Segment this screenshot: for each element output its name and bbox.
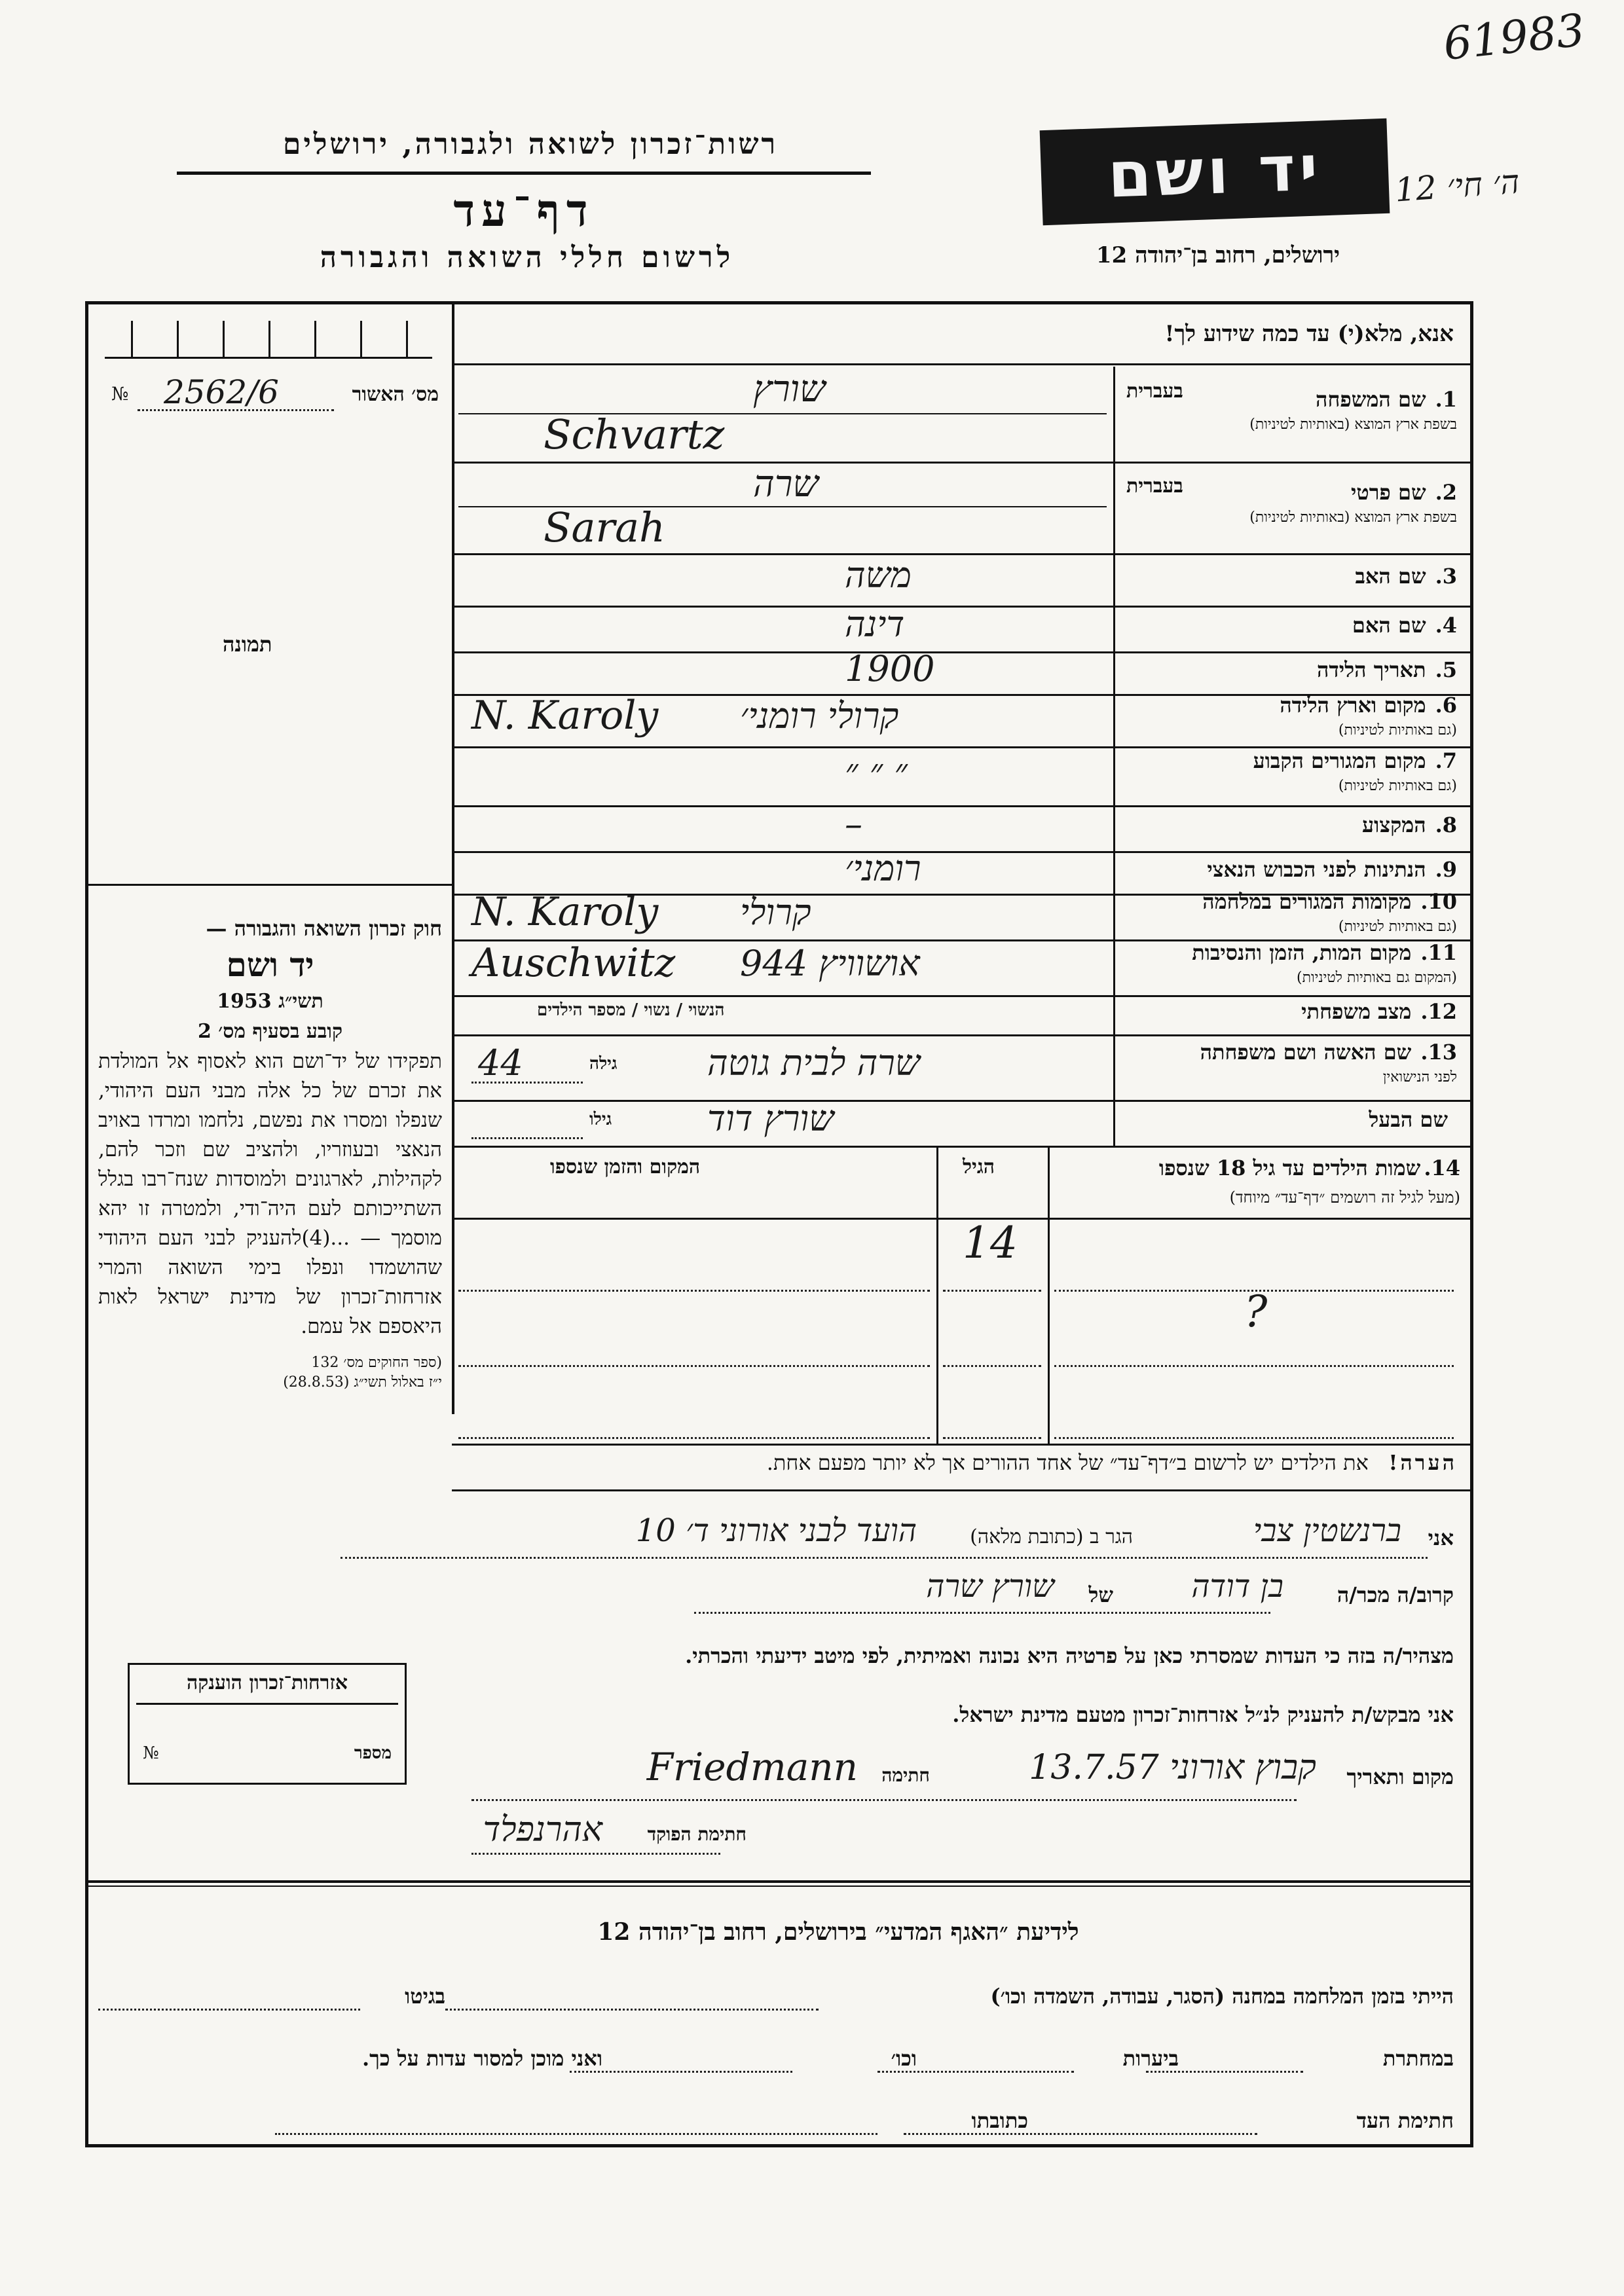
officer-label: חתימת הפוקד — [647, 1823, 747, 1845]
field-value-hebrew: שורץ — [753, 368, 826, 410]
field-sublabel: (גם באותיות לטיניות) — [1338, 919, 1457, 935]
law-text: תפקידו של יד־ושם הוא לאסוף אל המולדת את זכרם של כל אלה מבני העם היהודי, שנפלו ומסרו את נפשם, נלחמו ומרדו באויב הנאצי ובעוזריו, ולהציב שם וזכר להם, לקהילות, לארגונים ולמוסדות שנח־רבו בגלל השתייכותם לעם היה־ודי, ולמטרה זו יהא מוסמך — ...(4)להעניק לבני העם היהודי שהושמדו ונפלו בימי השואה והמרי אזרחות־זכרון של מדינת ישראל לאות היאספם אל עמם. — [98, 1049, 442, 1338]
field-value-latin: N. Karoly — [471, 889, 659, 935]
law-top-divider — [85, 884, 452, 886]
field-value: 1900 — [845, 647, 935, 689]
field-label — [1301, 999, 1457, 1024]
children-col-age: הגיל — [963, 1156, 995, 1178]
field-value: משה — [845, 555, 912, 596]
field-age-value: 44 — [478, 1042, 523, 1084]
children-age-right — [1048, 1146, 1050, 1444]
field-number: 3. — [1435, 564, 1457, 589]
field-label — [1317, 657, 1457, 682]
field-value: שרה לבית גוטה — [707, 1042, 921, 1084]
footer-line-2: במחתרת ביערות וכו׳ ואני מוכן למסור עדות על כך. — [361, 2046, 1454, 2071]
field-label-text: מקום המות, הזמן והנסיבות — [1192, 939, 1412, 965]
footer-rule-3a — [904, 2133, 1257, 2135]
declaration-line-2 — [668, 1568, 1454, 1614]
child-age-rule — [943, 1290, 1041, 1292]
child-place-rule — [458, 1437, 930, 1439]
declaration-request: אני מבקש/ת להעניק לנ״ל אזרחות־זכרון מטעם מדינת ישראל. — [952, 1702, 1454, 1727]
field-value: שורץ דוד — [707, 1098, 834, 1139]
field-label-text: שם האב — [1355, 564, 1426, 589]
field-label — [1369, 1107, 1457, 1132]
field-label — [1253, 748, 1457, 773]
field-label — [1362, 812, 1457, 837]
address-line: ירושלים, רחוב בן־יהודה 12 — [1096, 242, 1340, 268]
intro-divider — [452, 363, 1470, 365]
field-number: 11. — [1420, 939, 1457, 965]
child-age-rule — [943, 1437, 1041, 1439]
field-sublabel: בשפת ארץ המוצא (באותיות לטיניות) — [1249, 509, 1457, 526]
footer-rule-1 — [98, 2009, 360, 2011]
field-label-text: מקום וארץ הלידה — [1280, 693, 1426, 718]
footer-rule-1b — [445, 2009, 819, 2011]
field-hebrew-tag: בעברית — [1126, 475, 1183, 498]
field-value: דינה — [845, 604, 905, 645]
field-sublabel: (גם באותיות לטיניות) — [1338, 778, 1457, 794]
registration-number-row — [98, 373, 445, 416]
field-label — [1352, 613, 1457, 638]
children-age-left — [936, 1146, 938, 1444]
child-age-rule — [943, 1365, 1041, 1367]
field-label-text: הנתינות לפני הכבוש הנאצי — [1207, 856, 1426, 882]
children-header-bottom — [452, 1218, 1470, 1220]
registration-number-label: מס׳ האשור — [352, 383, 439, 406]
field-sublabel: (המקום גם באותיות לטיניות) — [1297, 969, 1457, 986]
child-name-rule — [1054, 1365, 1454, 1367]
field-label-text: מצב משפחתי — [1301, 999, 1412, 1024]
field-row-rule — [452, 1100, 1470, 1102]
field-row-rule — [452, 462, 1470, 464]
officer-row — [354, 1810, 747, 1863]
children-subtitle: (מעל לגיל זה רושמים ״דף־עד״ מיוחד) — [1229, 1188, 1460, 1207]
field-label-text: שם פרטי — [1350, 480, 1426, 505]
footer-line-3: חתימת העד כתובתו — [971, 2108, 1454, 2133]
field-value: ״ ״ ״ — [845, 751, 908, 792]
child-name: ? — [1244, 1286, 1268, 1337]
photo-label: תמונה — [223, 632, 272, 657]
field-number: 6. — [1435, 693, 1457, 718]
field-value: – — [845, 803, 862, 845]
field-label-text: שם הבעל — [1369, 1107, 1448, 1132]
law-source: (ספר החוקים מס׳ 132 — [311, 1355, 442, 1371]
child-age: 14 — [963, 1218, 1018, 1268]
field-number: 8. — [1435, 812, 1457, 837]
stamp-title: אזרחות־זכרון הוענקה — [186, 1671, 348, 1694]
field-age-rule — [471, 1082, 583, 1084]
field-label-text: המקצוע — [1362, 812, 1426, 837]
field-label — [1192, 940, 1457, 965]
children-col-place: המקום והזמן שנספו — [550, 1156, 701, 1178]
field-number: 2. — [1435, 480, 1457, 505]
intro-instruction: אנא, מלא(י) עד כמה שידוע לך! — [1164, 321, 1454, 347]
field-number: 13. — [1420, 1040, 1457, 1065]
child-place-rule — [458, 1290, 930, 1292]
law-title: חוק זכרון השואה והגבורה — — [206, 916, 442, 941]
field-age-label: גילה — [589, 1054, 618, 1074]
declaration-statement: מצהיר/ה בזה כי העדות שמסרתי כאן על פרטיה היא נכונה ואמיתית, לפי מיטב ידיעתי והכרתי. — [685, 1643, 1454, 1668]
footer-rule-2b — [877, 2071, 1074, 2073]
field-label — [1202, 889, 1457, 914]
children-title: 14. שמות הילדים עד גיל 18 שנספו — [1158, 1156, 1460, 1180]
note-text: את הילדים יש לרשום ב״דף־עד״ של אחד ההורים אך לא יותר מפעם אחת. — [766, 1450, 1369, 1475]
place-date-rule — [471, 1799, 1297, 1801]
field-number: 5. — [1435, 657, 1457, 682]
footer-rule-2a — [1146, 2071, 1303, 2073]
field-hebrew-tag: בעברית — [1126, 380, 1183, 403]
field-age-rule — [471, 1137, 583, 1139]
child-name-rule — [1054, 1437, 1454, 1439]
field-label-text: תאריך הלידה — [1317, 657, 1426, 682]
field-value-latin: Sarah — [544, 503, 665, 551]
field-value-latin: Schvartz — [544, 410, 725, 458]
field-label — [1280, 693, 1457, 718]
citizenship-stamp-box — [128, 1663, 407, 1785]
field-value-latin: Auschwitz — [471, 939, 676, 986]
decl-line-1-rule — [341, 1557, 1428, 1559]
children-top — [452, 1146, 1470, 1148]
field-age-label: גילו — [589, 1110, 612, 1129]
field-number: 4. — [1435, 613, 1457, 638]
registration-ticks — [105, 321, 432, 359]
left-column-divider — [452, 301, 454, 1414]
field-row-rule — [452, 1034, 1470, 1036]
declaration-line-1 — [262, 1512, 1454, 1558]
officer-signature: אהרנפלד — [483, 1810, 602, 1850]
decl-of: של — [1088, 1582, 1113, 1607]
field-label-text: מקומות המגורים במלחמה — [1202, 889, 1412, 914]
field-label — [1355, 564, 1457, 589]
footer-title: לידיעת ״האגף המדעי״ בירושלים, רחוב בן־יהודה 12 — [597, 1918, 1079, 1946]
field-label-text: שם המשפחה — [1316, 386, 1426, 412]
field-sublabel: לפני הנישואין — [1382, 1069, 1457, 1085]
stamp-number-mark: № — [143, 1743, 159, 1763]
place-date-label: מקום ותאריך — [1346, 1764, 1454, 1789]
officer-rule — [471, 1853, 720, 1855]
footer-rule-2c — [570, 2071, 792, 2073]
authority-underline — [177, 172, 871, 175]
children-bottom — [452, 1489, 1470, 1491]
decl-name: ברנשטין צבי — [1253, 1512, 1401, 1549]
number-mark: № — [111, 383, 129, 405]
field-number: 7. — [1435, 748, 1457, 773]
field-row-rule — [452, 606, 1470, 608]
footer-divider-2 — [85, 1886, 1470, 1887]
declaration-place-date-row — [419, 1745, 1454, 1800]
field-sublabel: בשפת ארץ המוצא (באותיות לטיניות) — [1249, 416, 1457, 433]
field-label — [1316, 387, 1457, 412]
children-note — [767, 1450, 1457, 1475]
field-value-hebrew: שרה — [753, 463, 819, 505]
form-subtitle: לרשום חללי השואה והגבורה — [320, 241, 735, 274]
field-number: 12. — [1420, 999, 1457, 1024]
law-block — [98, 913, 442, 1393]
field-value-hebrew: קרולי — [740, 892, 811, 933]
decl-resides: הגר ב (כתובת מלאה) — [970, 1525, 1133, 1548]
field-label — [1207, 857, 1457, 882]
field-row-rule — [452, 553, 1470, 555]
field-number: 10. — [1420, 889, 1457, 914]
decl-relation-value: בן דודה — [1191, 1568, 1283, 1605]
field-value-hebrew: אושוויץ 944 — [740, 942, 920, 984]
field-row-rule — [452, 651, 1470, 653]
field-row-rule — [452, 851, 1470, 853]
decl-line-2-rule — [694, 1612, 1270, 1614]
note-label: הערה! — [1388, 1450, 1457, 1475]
stamp-number-label: מספר — [354, 1743, 392, 1763]
label-column-divider — [1113, 367, 1115, 1146]
law-source-date: י״ז באלול תשי״ג (28.8.53) — [283, 1374, 442, 1391]
form-title: דף־עד — [453, 185, 595, 237]
field-value-latin: N. Karoly — [471, 693, 659, 738]
law-org: יד ושם — [226, 945, 314, 984]
field-label-text: שם האם — [1352, 613, 1426, 638]
field-number: 1. — [1435, 386, 1457, 412]
signature-value: Friedmann — [646, 1745, 858, 1789]
law-year: תשי״ג 1953 — [217, 990, 323, 1013]
field-sublabel: (גם באותיות לטיניות) — [1338, 722, 1457, 738]
registration-number-value: 2562/6 — [164, 373, 279, 411]
field-value: רומני׳ — [845, 847, 921, 889]
decl-address: הועד לבני אורוני ד׳ 10 — [635, 1512, 917, 1549]
field-label — [1200, 1040, 1457, 1065]
field-label — [1351, 480, 1457, 505]
field-label-text: מקום המגורים הקבוע — [1253, 748, 1426, 773]
field-value-hebrew: קרולי רומני׳ — [740, 695, 899, 737]
child-place-rule — [458, 1365, 930, 1367]
law-clause: קובע בסעיף מס׳ 2 — [197, 1020, 343, 1043]
footer-line-1: הייתי בזמן המלחמה במחנה (הסגר, עבודה, השמדה וכו׳) בגיטו — [405, 1984, 1454, 2009]
children-note-top — [452, 1444, 1470, 1446]
archive-number-annotation: 61983 — [1441, 4, 1587, 71]
field-row-rule — [452, 805, 1470, 807]
decl-person: שורץ שרה — [926, 1568, 1054, 1605]
signature-label: חתימה — [881, 1764, 930, 1786]
footer-divider — [85, 1880, 1470, 1883]
field-row-rule — [452, 995, 1470, 997]
handwritten-date: ה׳ חי׳ 12 — [1393, 162, 1521, 210]
decl-prefix: אני — [1428, 1525, 1454, 1550]
place-date-value: קבוץ אורוני 13.7.57 — [1029, 1748, 1316, 1787]
yad-vashem-logo: יד ושם — [1040, 118, 1390, 225]
authority-line: רשות־זכרון לשואה ולגבורה, ירושלים — [282, 128, 779, 161]
field-label-text: שם האשה ושם משפחתה — [1200, 1040, 1412, 1065]
footer-rule-3b — [275, 2133, 877, 2135]
field-number: 9. — [1435, 856, 1457, 882]
field-value: הנשוי / נשוי / מספר הילדים — [537, 1000, 725, 1020]
decl-relation-label: קרוב/ה מכר/ה — [1337, 1582, 1454, 1607]
